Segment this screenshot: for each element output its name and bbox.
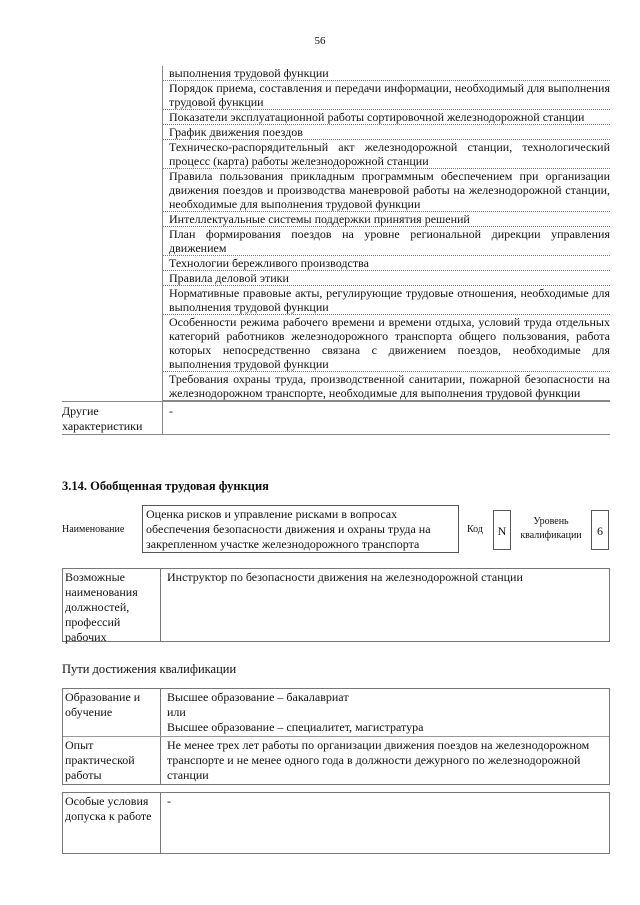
naming-value: Оценка рисков и управление рисками в вопросах обеспечения безопасности движения и охраны труда на закрепленном участке железнодорожного транспорта (142, 505, 459, 553)
other-characteristics-label: Другие характеристики (62, 402, 163, 434)
other-characteristics-value: - (169, 404, 173, 418)
education-label: Образование и обучение (63, 689, 161, 736)
level-label: Уровень квалификации (520, 516, 582, 541)
education-line: или (167, 705, 186, 719)
education-line: Высшее образование – бакалавриат (167, 690, 349, 704)
education-line: Высшее образование – специалитет, магистратура (167, 720, 424, 734)
special-value: - (167, 794, 171, 808)
knowledge-item: Интеллектуальные системы поддержки принятия решений (163, 212, 610, 227)
special-conditions-table (62, 792, 610, 854)
level-value: 6 (591, 510, 609, 550)
knowledge-item: График движения поездов (163, 125, 610, 140)
section-title: 3.14. Обобщенная трудовая функция (62, 479, 269, 493)
other-characteristics-row (62, 401, 610, 435)
knowledge-item: Технологии бережливого производства (163, 256, 610, 271)
knowledge-item: Правила пользования прикладным программным обеспечением при организации движения поездов и производства маневровой работы на железнодорожной станции, необходимые для выполнения трудовой функции (163, 169, 610, 212)
positions-value: Инструктор по безопасности движения на железнодорожной станции (167, 570, 523, 584)
positions-label: Возможные наименования должностей, профессий рабочих (63, 569, 161, 641)
knowledge-item: Показатели эксплуатационной работы сортировочной железнодорожной станции (163, 110, 610, 125)
knowledge-table (62, 66, 610, 435)
qualification-paths-table (62, 688, 610, 785)
knowledge-item: Правила деловой этики (163, 271, 610, 286)
knowledge-item: выполнения трудовой функции (163, 66, 610, 81)
experience-label: Опыт практической работы (63, 737, 161, 784)
paths-title: Пути достижения квалификации (62, 662, 237, 676)
naming-label: Наименование (62, 524, 125, 535)
knowledge-item: Требования охраны труда, производственной санитарии, пожарной безопасности на железнодорожном транспорте, необходимые для выполнения трудовой функции (163, 372, 610, 401)
knowledge-item: Порядок приема, составления и передачи информации, необходимый для выполнения трудовой функции (163, 81, 610, 110)
knowledge-item: Нормативные правовые акты, регулирующие трудовые отношения, необходимые для выполнения трудовой функции (163, 286, 610, 315)
education-value (161, 689, 609, 736)
page-number: 56 (314, 35, 326, 47)
code-value: N (493, 510, 511, 550)
experience-value: Не менее трех лет работы по организации движения поездов на железнодорожном транспорте и не менее одного года в должности дежурного по железнодорожной станции (167, 738, 590, 782)
knowledge-item: План формирования поездов на уровне региональной дирекции управления движением (163, 227, 610, 256)
knowledge-item: Техническо-распорядительный акт железнодорожной станции, технологический процесс (карта) работы железнодорожной станции (163, 140, 610, 169)
positions-table (62, 568, 610, 642)
knowledge-item: Особенности режима рабочего времени и времени отдыха, условий труда отдельных категорий работников железнодорожного транспорта общего пользования, работа которых непосредственно связана с движением поездов, необходимые для выполнения трудовой функции (163, 315, 610, 372)
code-label: Код (467, 524, 483, 535)
special-label: Особые условия допуска к работе (63, 793, 161, 853)
